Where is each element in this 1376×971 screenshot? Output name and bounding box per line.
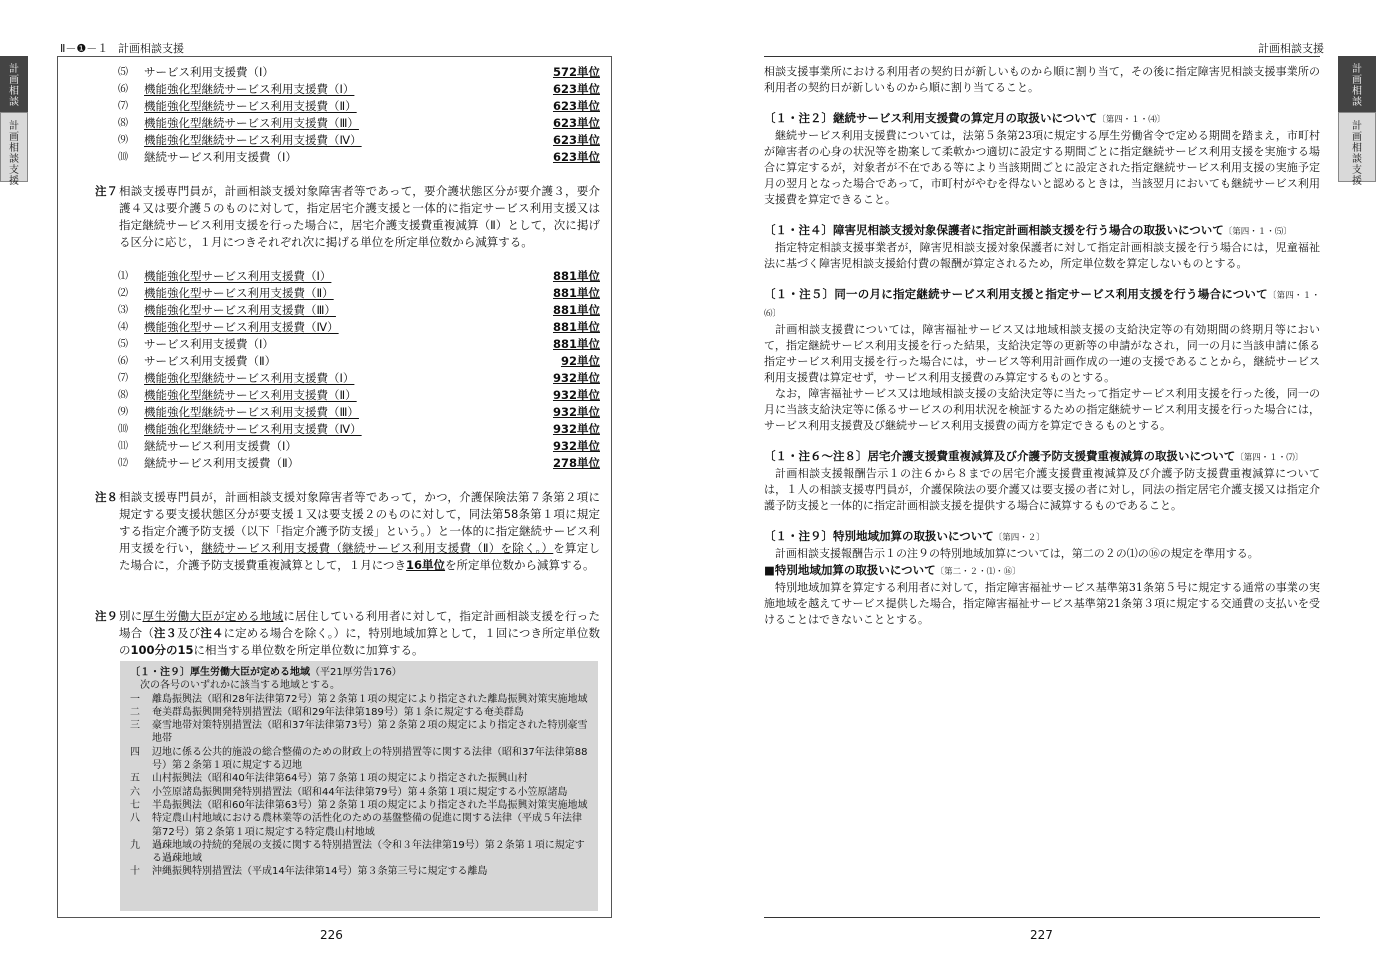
note-9 bbox=[95, 608, 600, 659]
region-item bbox=[130, 719, 590, 746]
region-text: 辺地に係る公共的施設の総合整備のための財政上の特別措置等に関する法律（昭和37年法律第88号）第２条第１項に規定する辺地 bbox=[152, 746, 588, 772]
region-item bbox=[130, 746, 590, 773]
section-text: なお，障害福祉サービス又は地域相談支援の支給決定等に当たって指定サービス利用支援を行った後，同一の月に当該支給決定等に係るサービスの利用状況を検証するための指定継続サービス利用支援を行った場合には，サービス利用支援費及び継続サービス利用支援費の両方を算定できるものとする。 bbox=[764, 387, 1320, 432]
region-number: 二 bbox=[130, 706, 140, 718]
item-number: ⑿ bbox=[118, 458, 128, 469]
item-units: 572単位 bbox=[552, 65, 600, 79]
unit-row bbox=[118, 353, 600, 370]
side-tab-top: 計画相談 bbox=[0, 56, 28, 112]
unit-list-top bbox=[118, 64, 600, 166]
side-tab-top: 計画相談 bbox=[1338, 56, 1376, 112]
item-name: 機能強化型サービス利用支援費（Ⅰ） bbox=[144, 269, 332, 283]
unit-row bbox=[118, 387, 600, 404]
item-number: ⑺ bbox=[118, 101, 128, 112]
item-number: ⑸ bbox=[118, 339, 128, 350]
item-number: ⑹ bbox=[118, 356, 128, 367]
item-name: 継続サービス利用支援費（Ⅰ） bbox=[144, 439, 297, 453]
item-units: 278単位 bbox=[552, 456, 600, 470]
region-item bbox=[130, 693, 590, 706]
region-item bbox=[130, 799, 590, 812]
region-number: 四 bbox=[130, 746, 140, 758]
section-heading: 〔１・注４〕障害児相談支援対象保護者に指定計画相談支援を行う場合の取扱いについて〔第四・１・⑸〕 bbox=[764, 223, 1292, 237]
region-item bbox=[130, 839, 590, 866]
unit-row bbox=[118, 319, 600, 336]
item-units: 932単位 bbox=[552, 439, 600, 453]
item-name: 機能強化型サービス利用支援費（Ⅲ） bbox=[144, 303, 336, 317]
note-label: 注８ bbox=[95, 490, 118, 504]
side-tab-bottom: 計画相談支援 bbox=[0, 112, 28, 182]
unit-list-note7 bbox=[118, 268, 600, 472]
item-number: ⑵ bbox=[118, 288, 128, 299]
item-name: 機能強化型継続サービス利用支援費（Ⅲ） bbox=[144, 405, 359, 419]
region-item bbox=[130, 786, 590, 799]
region-text: 過疎地域の持続的発展の支援に関する特別措置法（令和３年法律第19号）第２条第１項に規定する過疎地域 bbox=[152, 839, 585, 865]
region-number: 五 bbox=[130, 773, 140, 785]
item-name: 機能強化型サービス利用支援費（Ⅳ） bbox=[144, 320, 339, 334]
region-text: 小笠原諸島振興開発特別措置法（昭和44年法律第79号）第４条第１項に規定する小笠原諸島 bbox=[152, 786, 568, 798]
header-rule bbox=[764, 56, 1320, 57]
unit-row bbox=[118, 268, 600, 285]
item-units: 881単位 bbox=[552, 303, 600, 317]
item-name: 機能強化型継続サービス利用支援費（Ⅱ） bbox=[144, 99, 357, 113]
page-number: 227 bbox=[1030, 928, 1053, 942]
section-text: 計画相談支援報酬告示１の注９の特別地域加算については，第二の２の⑴の⑯の規定を準用する。 bbox=[775, 547, 1259, 560]
item-name: サービス利用支援費（Ⅱ） bbox=[144, 354, 277, 368]
unit-row bbox=[118, 404, 600, 421]
unit-row bbox=[118, 421, 600, 438]
region-item bbox=[130, 865, 590, 878]
section-text: 継続サービス利用支援費については，法第５条第23項に規定する厚生労働省令で定める期間を踏まえ，市町村が障害者の心身の状況等を勘案して柔軟かつ適切に設定する期間ごとに指定継続サービス利用支援を実施する場合に算定するが，対象者が不在である等により当該期間ごとに設定された指定継続サービス利用支援の実施予定月の翌月となった場合であって，市町村がやむを得ないと認めるときは，当該翌月においても継続サービス利用支援費を算定できること。 bbox=[764, 129, 1320, 206]
item-name: 機能強化型継続サービス利用支援費（Ⅳ） bbox=[144, 133, 362, 147]
item-number: ⑶ bbox=[118, 305, 128, 316]
unit-row bbox=[118, 132, 600, 149]
region-text: 豪雪地帯対策特別措置法（昭和37年法律第73号）第２条第２項の規定により指定された特別豪雪地帯 bbox=[152, 720, 588, 745]
region-number: 三 bbox=[130, 720, 140, 732]
item-name: 機能強化型継続サービス利用支援費（Ⅳ） bbox=[144, 422, 362, 436]
right-body bbox=[764, 64, 1320, 628]
unit-row bbox=[118, 438, 600, 455]
item-number: ⑻ bbox=[118, 118, 128, 129]
region-number: 七 bbox=[130, 799, 140, 811]
item-number: ⑼ bbox=[118, 135, 128, 146]
region-item bbox=[130, 706, 590, 719]
header-section: Ⅱ－❶－１ bbox=[60, 42, 109, 55]
item-units: 932単位 bbox=[552, 405, 600, 419]
unit-row bbox=[118, 98, 600, 115]
item-name: 機能強化型継続サービス利用支援費（Ⅱ） bbox=[144, 388, 357, 402]
item-name: 機能強化型継続サービス利用支援費（Ⅲ） bbox=[144, 116, 359, 130]
note-label: 注９ bbox=[95, 609, 118, 623]
box-title: 〔１・注９〕厚生労働大臣が定める地域（平21厚労告176） bbox=[130, 667, 402, 678]
section-heading: ■特別地域加算の取扱いについて〔第二・２・⑴・⑯〕 bbox=[764, 563, 1021, 577]
side-tab-bottom: 計画相談支援 bbox=[1338, 112, 1376, 182]
item-number: ⑷ bbox=[118, 322, 128, 333]
region-item bbox=[130, 772, 590, 785]
item-units: 932単位 bbox=[552, 422, 600, 436]
item-units: 623単位 bbox=[552, 82, 600, 96]
item-number: ⑾ bbox=[118, 441, 128, 452]
section-text: 計画相談支援報酬告示１の注６から８までの居宅介護支援費重複減算及び介護予防支援費重複減算については，１人の相談支援専門員が，介護保険法の要介護又は要支援の者に対し，同法の指定居宅介護支援又は指定介護予防支援と一体的に指定計画相談支援を提供する場合に減算するものであること。 bbox=[764, 467, 1320, 512]
region-number: 一 bbox=[130, 693, 140, 705]
item-number: ⑻ bbox=[118, 390, 128, 401]
unit-row bbox=[118, 370, 600, 387]
section-text: 計画相談支援費については，障害福祉サービス又は地域相談支援の支給決定等の有効期間の終期月等において，指定継続サービス利用支援を行った結果，支給決定等の更新等の申請がなされ，同一の月に当該申請に係る指定サービス利用支援を行った場合には，サービス等利用計画作成の一連の支援であることから，継続サービス利用支援費は算定せず，サービス利用支援費のみ算定するものとする。 bbox=[764, 323, 1320, 384]
section-text: 特別地域加算を算定する利用者に対して，指定障害福祉サービス基準第31条第５号に規定する通常の事業の実施地域を越えてサービス提供した場合，指定障害福祉サービス基準第21条第３項に規定する交通費の支払いを受けることはできないこととする。 bbox=[764, 581, 1320, 626]
item-units: 623単位 bbox=[552, 116, 600, 130]
unit-row bbox=[118, 64, 600, 81]
item-units: 623単位 bbox=[552, 150, 600, 164]
item-name: 機能強化型サービス利用支援費（Ⅱ） bbox=[144, 286, 334, 300]
footer-rule bbox=[764, 917, 1320, 918]
item-units: 881単位 bbox=[552, 337, 600, 351]
box-list bbox=[130, 693, 590, 879]
note-text: 相談支援専門員が，計画相談支援対象障害者等であって，かつ，介護保険法第７条第２項に規定する要支援状態区分が要支援１又は要支援２のものに対して，同法第58条第１項に規定する指定介護予防支援（以下「指定介護予防支援」という。）と一体的に指定継続サービス利用支援を行い，継続サービス利用支援費（継続サービス利用支援費（Ⅱ）を除く。）を算定した場合に，介護予防支援費重複減算として，１月につき16単位を所定単位数から減算する。 bbox=[119, 490, 601, 572]
item-name: サービス利用支援費（Ⅰ） bbox=[144, 65, 274, 79]
item-units: 881単位 bbox=[552, 286, 600, 300]
unit-row bbox=[118, 149, 600, 166]
item-units: 92単位 bbox=[560, 354, 600, 368]
section-heading: 〔１・注２〕継続サービス利用支援費の算定月の取扱いについて〔第四・１・⑷〕 bbox=[764, 111, 1166, 125]
header-title: 計画相談支援 bbox=[1258, 42, 1324, 55]
unit-row bbox=[118, 81, 600, 98]
section-heading: 〔１・注５〕同一の月に指定継続サービス利用支援と指定サービス利用支援を行う場合について〔第四・１・⑹〕 bbox=[764, 287, 1320, 319]
box-intro: 次の各号のいずれかに該当する地域とする。 bbox=[140, 680, 340, 692]
right-page bbox=[688, 0, 1376, 971]
region-number: 十 bbox=[130, 866, 140, 878]
region-text: 山村振興法（昭和40年法律第64号）第７条第１項の規定により指定された振興山村 bbox=[152, 773, 528, 785]
item-number: ⑽ bbox=[118, 424, 128, 435]
region-text: 半島振興法（昭和60年法律第63号）第２条第１項の規定により指定された半島振興対策実施地域 bbox=[152, 799, 588, 811]
note-text: 別に厚生労働大臣が定める地域に居住している利用者に対して，指定計画相談支援を行った場合（注３及び注４に定める場合を除く。）に，特別地域加算として，１回につき所定単位数の100分の15に相当する単位数を所定単位数に加算する。 bbox=[119, 609, 601, 657]
section-heading: 〔１・注９〕特別地域加算の取扱いについて〔第四・２〕 bbox=[764, 529, 1045, 543]
item-units: 881単位 bbox=[552, 320, 600, 334]
unit-row bbox=[118, 336, 600, 353]
region-text: 特定農山村地域における農林業等の活性化のための基盤整備の促進に関する法律（平成５年法律第72号）第２条第１項に規定する特定農山村地域 bbox=[152, 813, 582, 838]
item-name: サービス利用支援費（Ⅰ） bbox=[144, 337, 274, 351]
item-units: 623単位 bbox=[552, 133, 600, 147]
region-text: 沖縄振興特別措置法（平成14年法律第14号）第３条第三号に規定する離島 bbox=[152, 866, 488, 878]
item-number: ⑹ bbox=[118, 84, 128, 95]
item-name: 機能強化型継続サービス利用支援費（Ⅰ） bbox=[144, 371, 355, 385]
unit-row bbox=[118, 302, 600, 319]
item-number: ⑴ bbox=[118, 271, 128, 282]
region-number: 六 bbox=[130, 786, 140, 798]
region-item bbox=[130, 812, 590, 839]
regions-box bbox=[120, 661, 598, 911]
section-heading: 〔１・注６～注８〕居宅介護支援費重複減算及び介護予防支援費重複減算の取扱いについて〔第四・１・⑺〕 bbox=[764, 449, 1304, 463]
region-text: 奄美群島振興開発特別措置法（昭和29年法律第189号）第１条に規定する奄美群島 bbox=[152, 706, 524, 718]
unit-row bbox=[118, 455, 600, 472]
note-label: 注７ bbox=[95, 184, 118, 198]
item-number: ⑽ bbox=[118, 152, 128, 163]
unit-row bbox=[118, 285, 600, 302]
item-number: ⑼ bbox=[118, 407, 128, 418]
item-name: 継続サービス利用支援費（Ⅰ） bbox=[144, 150, 297, 164]
note-8 bbox=[95, 489, 600, 574]
note-text: 相談支援専門員が，計画相談支援対象障害者等であって，要介護状態区分が要介護３，要介護４又は要介護５のものに対して，指定居宅介護支援と一体的に指定サービス利用支援又は指定継続サービス利用支援を行った場合に，居宅介護支援費重複減算（Ⅱ）として，次に掲げる区分に応じ，１月につきそれぞれ次に掲げる単位を所定単位数から減算する。 bbox=[119, 184, 600, 249]
note-7 bbox=[95, 183, 600, 251]
item-name: 機能強化型継続サービス利用支援費（Ⅰ） bbox=[144, 82, 355, 96]
region-number: 九 bbox=[130, 839, 140, 851]
item-number: ⑺ bbox=[118, 373, 128, 384]
region-text: 離島振興法（昭和28年法律第72号）第２条第１項の規定により指定された離島振興対策実施地域 bbox=[152, 693, 588, 705]
item-units: 881単位 bbox=[552, 269, 600, 283]
page-number: 226 bbox=[320, 928, 343, 942]
item-units: 932単位 bbox=[552, 371, 600, 385]
region-number: 八 bbox=[130, 813, 140, 825]
header-title: 計画相談支援 bbox=[118, 42, 184, 55]
section-text: 指定特定相談支援事業者が，障害児相談支援対象保護者に対して指定計画相談支援を行う場合には，児童福祉法に基づく障害児相談支援給付費の報酬が算定されるため，所定単位数を算定しないものとする。 bbox=[764, 241, 1320, 270]
item-units: 623単位 bbox=[552, 99, 600, 113]
item-units: 932単位 bbox=[552, 388, 600, 402]
continued-text: 相談支援事業所における利用者の契約日が新しいものから順に割り当て，その後に指定障害児相談支援事業所の利用者の契約日が新しいものから順に割り当てること。 bbox=[764, 65, 1320, 94]
item-number: ⑸ bbox=[118, 67, 128, 78]
unit-row bbox=[118, 115, 600, 132]
item-name: 継続サービス利用支援費（Ⅱ） bbox=[144, 456, 300, 470]
